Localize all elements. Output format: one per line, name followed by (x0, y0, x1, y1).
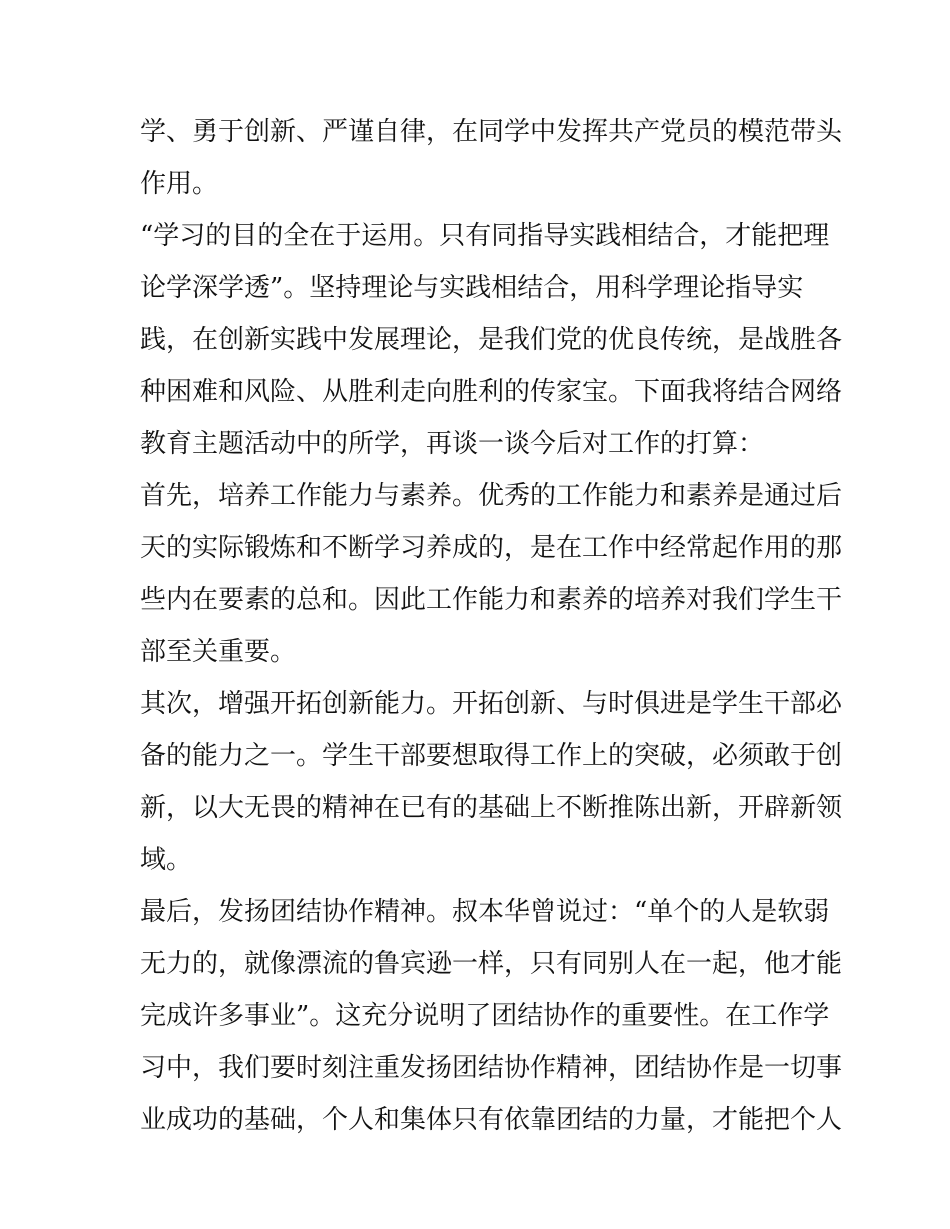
text-line: 习中，我们要时刻注重发扬团结协作精神，团结协作是一切事 (140, 1053, 843, 1083)
text-line: 首先，培养工作能力与素养。优秀的工作能力和素养是通过后 (140, 481, 843, 511)
text-line: 学、勇于创新、严谨自律，在同学中发挥共产党员的模范带头 (140, 117, 843, 147)
text-line: 些内在要素的总和。因此工作能力和素养的培养对我们学生干 (140, 585, 843, 615)
text-line: 其次，增强开拓创新能力。开拓创新、与时俱进是学生干部必 (140, 689, 843, 719)
text-line: 部至关重要。 (140, 637, 297, 667)
text-line: 作用。 (140, 169, 219, 199)
text-line: 备的能力之一。学生干部要想取得工作上的突破，必须敢于创 (140, 741, 843, 771)
text-line: 种困难和风险、从胜利走向胜利的传家宝。下面我将结合网络 (140, 377, 843, 407)
text-line: 教育主题活动中的所学，再谈一谈今后对工作的打算： (140, 429, 765, 459)
text-line: 完成许多事业”。这充分说明了团结协作的重要性。在工作学 (140, 1001, 830, 1031)
text-line: 新，以大无畏的精神在已有的基础上不断推陈出新，开辟新领 (140, 793, 843, 823)
text-line: 践，在创新实践中发展理论，是我们党的优良传统，是战胜各 (140, 325, 843, 355)
text-line: 天的实际锻炼和不断学习养成的，是在工作中经常起作用的那 (140, 533, 843, 563)
body-text (140, 106, 843, 1146)
text-line: “学习的目的全在于运用。只有同指导实践相结合，才能把理 (140, 221, 830, 251)
text-line: 域。 (140, 845, 193, 875)
text-line: 无力的，就像漂流的鲁宾逊一样，只有同别人在一起，他才能 (140, 949, 843, 979)
text-line: 业成功的基础，个人和集体只有依靠团结的力量，才能把个人 (140, 1105, 843, 1135)
text-line: 论学深学透”。坚持理论与实践相结合，用科学理论指导实 (140, 273, 804, 303)
text-line: 最后，发扬团结协作精神。叔本华曾说过：“单个的人是软弱 (140, 897, 830, 927)
